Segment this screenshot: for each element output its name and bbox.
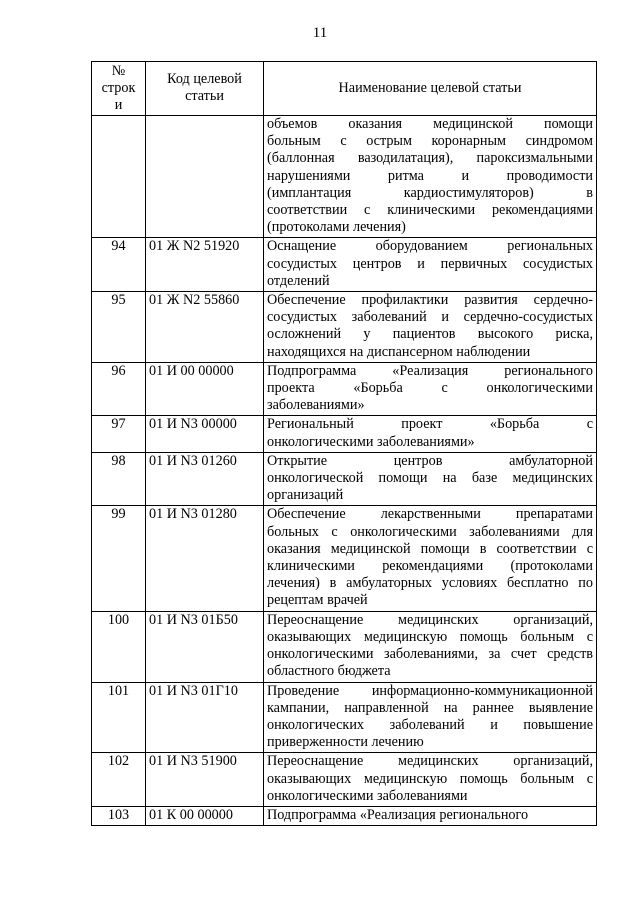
header-name: Наименование целевой статьи — [264, 62, 597, 116]
target-code-cell: 01 И N3 01280 — [146, 506, 264, 611]
target-name-line: онкологических заболеваний и повышение — [267, 716, 593, 733]
row-number-cell: 96 — [92, 362, 146, 416]
target-name-line: находящихся на диспансерном наблюдении — [267, 343, 531, 360]
target-code-cell: 01 И 00 00000 — [146, 362, 264, 416]
table-row — [92, 238, 597, 292]
target-name-line: объемов оказания медицинской помощи — [267, 116, 593, 132]
target-name-line: Обеспечение профилактики развития сердечно- — [267, 292, 593, 309]
row-number-cell: 95 — [92, 292, 146, 363]
target-code-cell: 01 И N3 01Б50 — [146, 611, 264, 682]
table-row — [92, 362, 597, 416]
target-name-line: Подпрограмма «Реализация регионального — [267, 806, 529, 823]
target-name-line: проекта «Борьба с онкологическими — [267, 380, 593, 397]
row-number-cell: 94 — [92, 238, 146, 292]
target-name-line: Открытие центров амбулаторной — [267, 452, 593, 469]
target-name-line: Оснащение оборудованием региональных — [267, 238, 593, 255]
target-code-cell — [146, 116, 264, 238]
target-code-cell: 01 К 00 00000 — [146, 806, 264, 825]
table-row — [92, 611, 597, 682]
target-name-line: лечения) в амбулаторных условиях бесплатно по — [267, 575, 593, 592]
table-row — [92, 682, 597, 753]
target-name-cell — [264, 116, 597, 238]
target-name-line: онкологическими заболеваниями, за счет средств — [267, 646, 593, 663]
target-name-line: больных с онкологическими заболеваниями для — [267, 523, 593, 540]
target-name-line: соответствии с клиническими рекомендациями — [267, 202, 593, 219]
target-name-line: Подпрограмма «Реализация регионального — [267, 362, 593, 379]
row-number-cell: 101 — [92, 682, 146, 753]
table-row — [92, 416, 597, 452]
target-name-line: онкологическими заболеваниями — [267, 787, 468, 804]
target-name-line: онкологическими заболеваниями» — [267, 433, 475, 450]
target-name-line: кампании, направленной на раннее выявление — [267, 699, 593, 716]
target-name-line: рецептам врачей — [267, 592, 368, 609]
target-name-cell — [264, 238, 597, 292]
target-name-line: онкологической помощи на базе медицинских — [267, 470, 593, 487]
target-name-cell — [264, 806, 597, 825]
row-number-cell: 97 — [92, 416, 146, 452]
target-name-cell — [264, 362, 597, 416]
row-number-cell: 100 — [92, 611, 146, 682]
target-name-cell — [264, 292, 597, 363]
table-row — [92, 806, 597, 825]
target-name-line: оказания медицинской помощи в соответствии с — [267, 540, 593, 557]
row-number-cell: 99 — [92, 506, 146, 611]
table-row — [92, 116, 597, 238]
target-name-line: оказывающих медицинскую помощь больным с — [267, 628, 593, 645]
row-number-cell: 102 — [92, 753, 146, 807]
target-name-line: областного бюджета — [267, 663, 391, 680]
target-name-cell — [264, 611, 597, 682]
header-row-number: № строк и — [92, 62, 146, 116]
target-articles-table — [91, 61, 597, 826]
target-name-line: нарушениями ритма и проводимости — [267, 167, 593, 184]
target-name-line: оказывающих медицинскую помощь больным с — [267, 770, 593, 787]
table-row — [92, 753, 597, 807]
target-name-line: организаций — [267, 487, 344, 504]
target-name-cell — [264, 452, 597, 506]
page-number: 11 — [312, 25, 328, 41]
target-code-cell: 01 Ж N2 51920 — [146, 238, 264, 292]
target-name-line: заболеваниями» — [267, 397, 365, 414]
target-code-cell: 01 И N3 01260 — [146, 452, 264, 506]
table-row — [92, 292, 597, 363]
target-name-line: Переоснащение медицинских организаций, — [267, 611, 593, 628]
target-name-line: отделений — [267, 272, 330, 289]
target-name-line: (имплантация кардиостимуляторов) в — [267, 184, 593, 201]
target-code-cell: 01 И N3 01Г10 — [146, 682, 264, 753]
target-name-line: (протоколами лечения) — [267, 219, 406, 236]
target-name-line: (баллонная вазодилатация), пароксизмальными — [267, 150, 593, 167]
target-name-line: больным с острым коронарным синдромом — [267, 133, 593, 150]
target-code-cell: 01 Ж N2 55860 — [146, 292, 264, 363]
target-name-line: клиническими рекомендациями (протоколами — [267, 558, 593, 575]
target-name-line: Обеспечение лекарственными препаратами — [267, 506, 593, 523]
target-name-cell — [264, 753, 597, 807]
table-row — [92, 452, 597, 506]
table-header-row — [92, 62, 597, 116]
target-name-line: осложнений у пациентов высокого риска, — [267, 326, 593, 343]
target-name-cell — [264, 416, 597, 452]
target-name-line: приверженности лечению — [267, 734, 424, 751]
target-code-cell: 01 И N3 51900 — [146, 753, 264, 807]
target-name-cell — [264, 506, 597, 611]
table-row — [92, 506, 597, 611]
target-code-cell: 01 И N3 00000 — [146, 416, 264, 452]
header-code: Код целевой статьи — [146, 62, 264, 116]
target-name-cell — [264, 682, 597, 753]
target-name-line: Проведение информационно-коммуникационной — [267, 682, 593, 699]
row-number-cell — [92, 116, 146, 238]
target-name-line: Переоснащение медицинских организаций, — [267, 753, 593, 770]
row-number-cell: 103 — [92, 806, 146, 825]
target-name-line: сосудистых заболеваний и сердечно-сосудистых — [267, 309, 593, 326]
target-name-line: Региональный проект «Борьба с — [267, 416, 593, 433]
row-number-cell: 98 — [92, 452, 146, 506]
target-name-line: сосудистых центров и первичных сосудистых — [267, 255, 593, 272]
